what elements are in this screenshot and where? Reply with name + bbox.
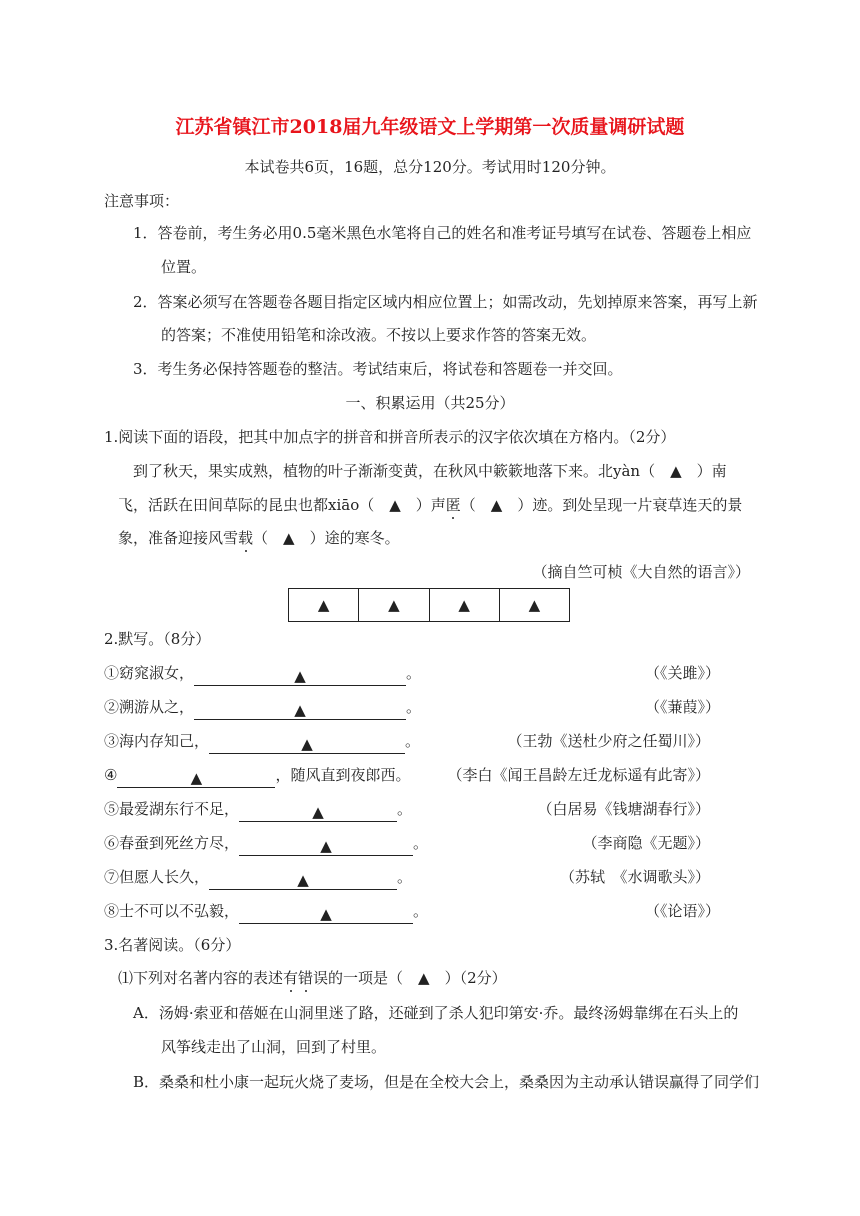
recite-source-8: （《论语》） [644, 902, 720, 920]
recite-source-2: （《蒹葭》） [644, 698, 720, 716]
recite-suffix: 。 [406, 664, 422, 682]
note-item-1: 1．答卷前，考生务必用0.5毫米黑色水笔将自己的姓名和准考证号填写在试卷、答题卷上相应 [133, 224, 752, 242]
recite-prefix: ⑦但愿人长久， [104, 868, 210, 886]
q1-passage-3a: 象，准备迎接风雪 [118, 529, 239, 547]
note-item-3: 3．考生务必保持答题卷的整洁。考试结束后，将试卷和答题卷一并交回。 [133, 360, 623, 378]
notes-heading: 注意事项： [104, 192, 180, 210]
dotted-char-you: 有 [283, 969, 299, 987]
fill-blank-7[interactable]: ▲ [209, 872, 397, 890]
recite-suffix: 。 [413, 902, 429, 920]
q1-passage-2b: （ ▲ ）迹。到处呈现一片衰草连天的景 [460, 496, 743, 514]
q1-passage-3b: （ ▲ ）途的寒冬。 [253, 529, 400, 547]
dotted-char-zai: 载 [238, 529, 254, 547]
answer-box-1[interactable]: ▲ [289, 589, 359, 621]
recite-prefix: ⑧士不可以不弘毅， [104, 902, 240, 920]
recite-line-2 [104, 696, 421, 720]
recite-suffix: ，随风直到夜郎西。 [275, 766, 411, 784]
answer-box-2[interactable]: ▲ [359, 589, 429, 621]
note-item-2: 2．答案必须写在答题卷各题目指定区域内相应位置上；如需改动，先划掉原来答案，再写上新 [133, 293, 758, 311]
option-a-line-1: A．汤姆·索亚和蓓姬在山洞里迷了路，还碰到了杀人犯印第安·乔。最终汤姆靠绑在石头上的 [133, 1004, 739, 1022]
recite-line-8 [104, 900, 428, 924]
recite-line-4 [104, 764, 410, 788]
q3-sub1 [118, 967, 507, 989]
recite-prefix: ⑤最爱湖东行不足， [104, 800, 240, 818]
option-b-line-1: B．桑桑和杜小康一起玩火烧了麦场，但是在全校大会上，桑桑因为主动承认错误赢得了同学们 [133, 1073, 760, 1091]
fill-blank-6[interactable]: ▲ [239, 838, 413, 856]
answer-boxes [288, 588, 570, 622]
recite-suffix: 。 [413, 834, 429, 852]
recite-suffix: 。 [406, 698, 422, 716]
fill-blank-3[interactable]: ▲ [209, 736, 405, 754]
recite-prefix: ③海内存知己， [104, 732, 210, 750]
recite-line-5 [104, 798, 412, 822]
recite-suffix: 。 [397, 868, 413, 886]
q1-source: （摘自竺可桢《大自然的语言》） [532, 563, 750, 581]
exam-intro: 本试卷共6页，16题，总分120分。考试用时120分钟。 [244, 158, 616, 176]
dotted-char-cuo: 错 [298, 969, 314, 987]
recite-prefix: ②溯游从之， [104, 698, 195, 716]
recite-source-3: （王勃《送杜少府之任蜀川》） [507, 732, 710, 750]
option-a-line-2: 风筝线走出了山洞，回到了村里。 [161, 1038, 387, 1056]
dotted-char-ni: 匿 [445, 496, 461, 514]
recite-source-5: （白居易《钱塘湖春行》） [537, 800, 710, 818]
recite-line-1 [104, 662, 421, 686]
answer-box-4[interactable]: ▲ [528, 596, 541, 614]
fill-blank-2[interactable]: ▲ [194, 702, 406, 720]
q3-sub1-tail: 误的一项是（ ▲ ）（2分） [313, 969, 507, 987]
recite-line-6 [104, 832, 428, 856]
recite-prefix: ①窈窕淑女， [104, 664, 195, 682]
fill-blank-8[interactable]: ▲ [239, 906, 413, 924]
q3-sub1-text: ⑴下列对名著内容的表述 [118, 969, 284, 987]
note-item-2-cont: 的答案；不准使用铅笔和涂改液。不按以上要求作答的答案无效。 [161, 326, 597, 344]
recite-suffix: 。 [397, 800, 413, 818]
q1-passage-2a: 飞，活跃在田间草际的昆虫也都xiāo（ ▲ ）声 [118, 496, 446, 514]
recite-line-3 [104, 730, 420, 754]
recite-source-6: （李商隐《无题》） [582, 834, 710, 852]
q2-stem: 2.默写。（8分） [104, 630, 211, 648]
fill-blank-1[interactable]: ▲ [194, 668, 406, 686]
q1-stem: 1.阅读下面的语段，把其中加点字的拼音和拼音所表示的汉字依次填在方格内。（2分） [104, 428, 676, 446]
q1-passage-line-1: 到了秋天，果实成熟，植物的叶子渐渐变黄，在秋风中簌簌地落下来。北yàn（ ▲ ）南 [133, 462, 727, 480]
recite-prefix: ⑥春蚕到死丝方尽， [104, 834, 240, 852]
answer-box-3[interactable]: ▲ [430, 589, 500, 621]
q1-passage-line-3 [118, 527, 400, 549]
recite-line-7 [104, 866, 412, 890]
q1-passage-line-2 [118, 494, 742, 516]
section-heading-1: 一、积累运用（共25分） [345, 394, 515, 412]
recite-source-7: （苏轼 《水调歌头》） [559, 868, 710, 886]
recite-suffix: 。 [405, 732, 421, 750]
note-item-1-cont: 位置。 [161, 258, 207, 276]
recite-prefix: ④ [104, 766, 118, 784]
fill-blank-4[interactable]: ▲ [117, 770, 275, 788]
q3-stem: 3.名著阅读。（6分） [104, 936, 241, 954]
fill-blank-5[interactable]: ▲ [239, 804, 397, 822]
recite-source-1: （《关雎》） [644, 664, 720, 682]
recite-source-4: （李白《闻王昌龄左迁龙标遥有此寄》） [447, 766, 710, 784]
exam-title: 江苏省镇江市2018届九年级语文上学期第一次质量调研试题 [175, 116, 685, 138]
